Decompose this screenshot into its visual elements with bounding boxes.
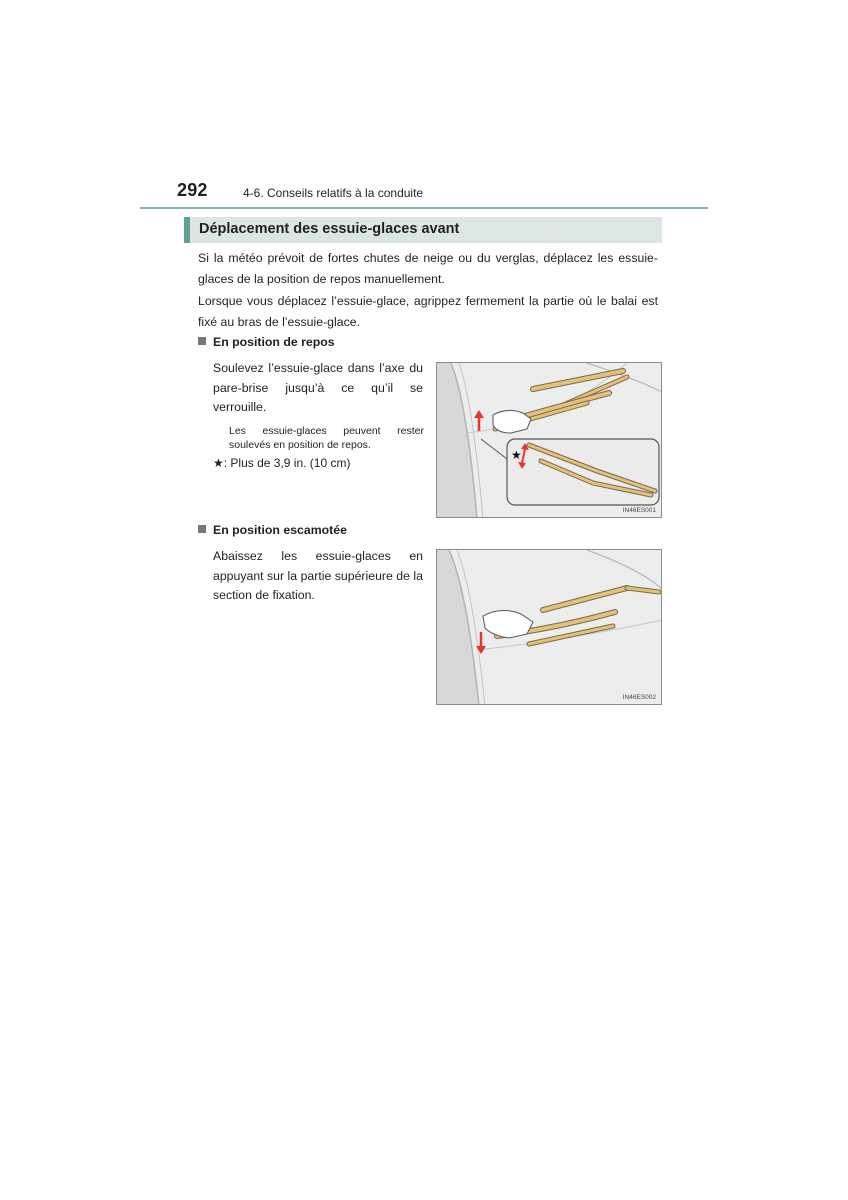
header-rule <box>140 207 708 209</box>
page-number: 292 <box>177 180 208 200</box>
repos-body: Soulevez l’essuie-glace dans l’axe du pare-brise jusqu’à ce qu’il se verrouille. <box>213 361 423 414</box>
intro-paragraph-1: Si la météo prévoit de fortes chutes de neige ou du verglas, déplacez les essuie-glaces de la position de repos manuellement. <box>198 251 658 286</box>
bullet-square-icon <box>198 337 206 345</box>
escamotee-body: Abaissez les essuie-glaces en appuyant sur la partie supérieure de la section de fixation. <box>213 549 423 602</box>
figure-escamotee-illustration <box>437 550 662 705</box>
page-title <box>184 217 662 243</box>
subheading-repos <box>198 335 335 349</box>
page-title-text: Déplacement des essuie-glaces avant <box>199 221 460 237</box>
intro-paragraph-2: Lorsque vous déplacez l’essuie-glace, agrippez fermement la partie où le balai est fixé au bras de l’essuie-glace. <box>198 294 658 329</box>
star-note: ★: Plus de 3,9 in. (10 cm) <box>213 456 351 470</box>
figure-escamotee <box>436 549 662 705</box>
bullet-square-icon <box>198 525 206 533</box>
subheading-repos-text: En position de repos <box>213 335 335 349</box>
glove-hand <box>483 610 533 638</box>
inset-frame <box>507 439 659 505</box>
figure-code-2: IN46ES002 <box>622 694 656 701</box>
repos-note: Les essuie-glaces peuvent rester soulevés en position de repos. <box>229 425 424 451</box>
section-title: 4-6. Conseils relatifs à la conduite <box>243 186 424 200</box>
figure-code-1: IN46ES001 <box>622 507 656 514</box>
figure-repos <box>436 362 662 518</box>
star-icon: ★ <box>511 448 522 462</box>
figure-repos-illustration <box>437 363 662 518</box>
subheading-escamotee-text: En position escamotée <box>213 523 347 537</box>
subheading-escamotee <box>198 523 347 537</box>
